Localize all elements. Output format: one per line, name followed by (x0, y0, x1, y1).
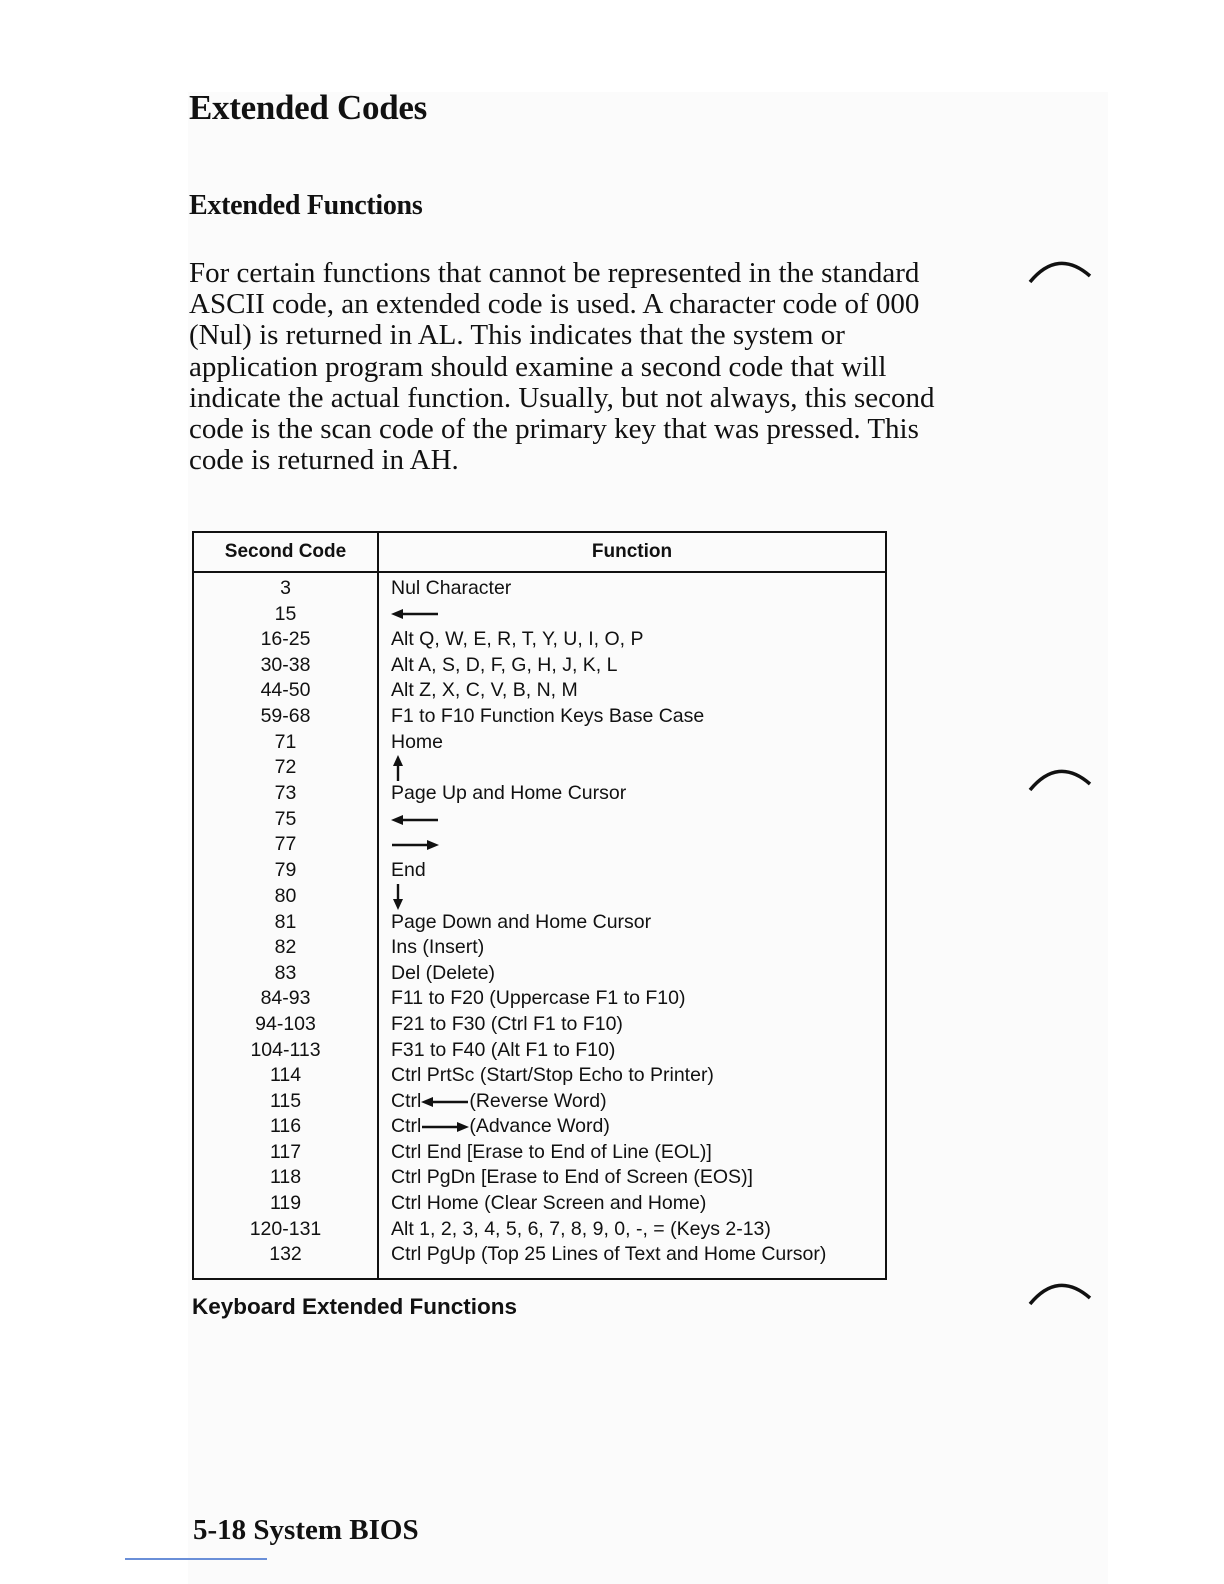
page-footer: 5-18 System BIOS (193, 1514, 419, 1546)
right-arrow-icon (421, 1115, 469, 1137)
second-code-cell: 44-50 (193, 678, 378, 704)
second-code-cell: 3 (193, 572, 378, 602)
second-code-cell: 132 (193, 1242, 378, 1279)
table-row (193, 602, 886, 628)
second-code-cell: 116 (193, 1114, 378, 1140)
intro-paragraph (189, 258, 989, 476)
function-cell: Page Up and Home Cursor (391, 782, 627, 805)
extended-functions-table (192, 531, 887, 1280)
table-row (193, 572, 886, 602)
table-row (193, 1038, 886, 1064)
function-cell: End (391, 858, 426, 881)
second-code-cell: 114 (193, 1063, 378, 1089)
function-suffix: (Advance Word) (469, 1115, 610, 1138)
function-cell: F21 to F30 (Ctrl F1 to F10) (391, 1012, 623, 1035)
function-prefix: Ctrl (391, 1115, 422, 1138)
page-title: Extended Codes (189, 88, 427, 127)
second-code-cell: 30-38 (193, 653, 378, 679)
table-row (193, 781, 886, 807)
table-header-row (193, 532, 886, 572)
function-cell: Alt 1, 2, 3, 4, 5, 6, 7, 8, 9, 0, -, = (Keys 2-13) (391, 1217, 771, 1240)
second-code-cell: 79 (193, 858, 378, 884)
second-code-cell: 119 (193, 1191, 378, 1217)
binder-tab-mark (1028, 1272, 1098, 1312)
footer-rule (125, 1558, 267, 1560)
table-row (193, 961, 886, 987)
function-cell: Ctrl End [Erase to End of Line (EOL)] (391, 1140, 712, 1163)
table-row (193, 1242, 886, 1279)
function-cell: Page Down and Home Cursor (391, 910, 652, 933)
table-row (193, 730, 886, 756)
second-code-cell: 81 (193, 910, 378, 936)
table-row (193, 858, 886, 884)
function-suffix: (Reverse Word) (469, 1089, 607, 1112)
second-code-cell: 83 (193, 961, 378, 987)
table-row (193, 832, 886, 858)
function-cell: Ctrl PgDn [Erase to End of Screen (EOS)] (391, 1166, 753, 1189)
second-code-cell: 75 (193, 807, 378, 833)
second-code-cell: 120-131 (193, 1217, 378, 1243)
second-code-cell: 72 (193, 755, 378, 781)
table-row (193, 1114, 886, 1140)
function-prefix: Ctrl (391, 1089, 422, 1112)
second-code-cell: 15 (193, 602, 378, 628)
second-code-cell: 59-68 (193, 704, 378, 730)
second-code-cell: 71 (193, 730, 378, 756)
function-cell (378, 755, 886, 781)
left-arrow-icon (391, 603, 439, 625)
table-row (193, 910, 886, 936)
table-row (193, 1063, 886, 1089)
left-arrow-icon (421, 1090, 469, 1112)
function-cell: Alt Z, X, C, V, B, N, M (391, 679, 578, 702)
paragraph-line: (Nul) is returned in AL. This indicates that the system or (189, 319, 845, 352)
table-row (193, 1165, 886, 1191)
section-title: Extended Functions (189, 190, 423, 221)
second-code-cell: 80 (193, 884, 378, 910)
header-function: Function (378, 532, 886, 572)
second-code-cell: 118 (193, 1165, 378, 1191)
function-cell (378, 807, 886, 833)
header-second-code: Second Code (193, 532, 378, 572)
function-cell: Ctrl Home (Clear Screen and Home) (391, 1192, 707, 1215)
second-code-cell: 16-25 (193, 627, 378, 653)
function-cell: Home (391, 730, 444, 753)
right-arrow-icon (391, 833, 439, 855)
paragraph-line: application program should examine a second code that will (189, 350, 887, 383)
function-cell: Alt A, S, D, F, G, H, J, K, L (391, 653, 618, 676)
table-row (193, 627, 886, 653)
table-row (193, 1140, 886, 1166)
second-code-cell: 94-103 (193, 1012, 378, 1038)
function-cell: F31 to F40 (Alt F1 to F10) (391, 1038, 616, 1061)
table-row (193, 935, 886, 961)
function-cell: F1 to F10 Function Keys Base Case (391, 704, 705, 727)
function-cell: Ins (Insert) (391, 936, 485, 959)
table-row (193, 678, 886, 704)
table-row (193, 884, 886, 910)
function-cell: Ctrl PgUp (Top 25 Lines of Text and Home Cursor) (391, 1243, 827, 1266)
second-code-cell: 117 (193, 1140, 378, 1166)
paragraph-line: code is the scan code of the primary key that was pressed. This (189, 413, 919, 446)
second-code-cell: 77 (193, 832, 378, 858)
function-cell (378, 1089, 886, 1115)
second-code-cell: 104-113 (193, 1038, 378, 1064)
table-row (193, 807, 886, 833)
table-row (193, 704, 886, 730)
function-cell (378, 832, 886, 858)
table-row (193, 1191, 886, 1217)
table-row (193, 755, 886, 781)
second-code-cell: 115 (193, 1089, 378, 1115)
table-row (193, 986, 886, 1012)
function-cell: Ctrl PrtSc (Start/Stop Echo to Printer) (391, 1064, 714, 1087)
paragraph-line: For certain functions that cannot be represented in the standard (189, 257, 920, 289)
paragraph-line: code is returned in AH. (189, 444, 459, 477)
paragraph-line: indicate the actual function. Usually, but not always, this second (189, 381, 935, 414)
table-row (193, 1089, 886, 1115)
second-code-cell: 82 (193, 935, 378, 961)
left-arrow-icon (391, 808, 439, 830)
function-cell (378, 884, 886, 910)
function-cell: Nul Character (391, 577, 512, 599)
second-code-cell: 84-93 (193, 986, 378, 1012)
second-code-cell: 73 (193, 781, 378, 807)
binder-tab-mark (1028, 250, 1098, 290)
table-caption: Keyboard Extended Functions (192, 1294, 518, 1319)
table-row (193, 1217, 886, 1243)
down-arrow-icon (391, 885, 405, 907)
table-row (193, 653, 886, 679)
paragraph-line: ASCII code, an extended code is used. A character code of 000 (189, 288, 920, 321)
up-arrow-icon (391, 756, 405, 778)
function-cell (378, 1114, 886, 1140)
function-cell: Del (Delete) (391, 961, 496, 984)
function-cell: F11 to F20 (Uppercase F1 to F10) (391, 987, 686, 1010)
function-cell (378, 602, 886, 628)
function-cell: Alt Q, W, E, R, T, Y, U, I, O, P (391, 628, 644, 651)
table-row (193, 1012, 886, 1038)
binder-tab-mark (1028, 758, 1098, 798)
